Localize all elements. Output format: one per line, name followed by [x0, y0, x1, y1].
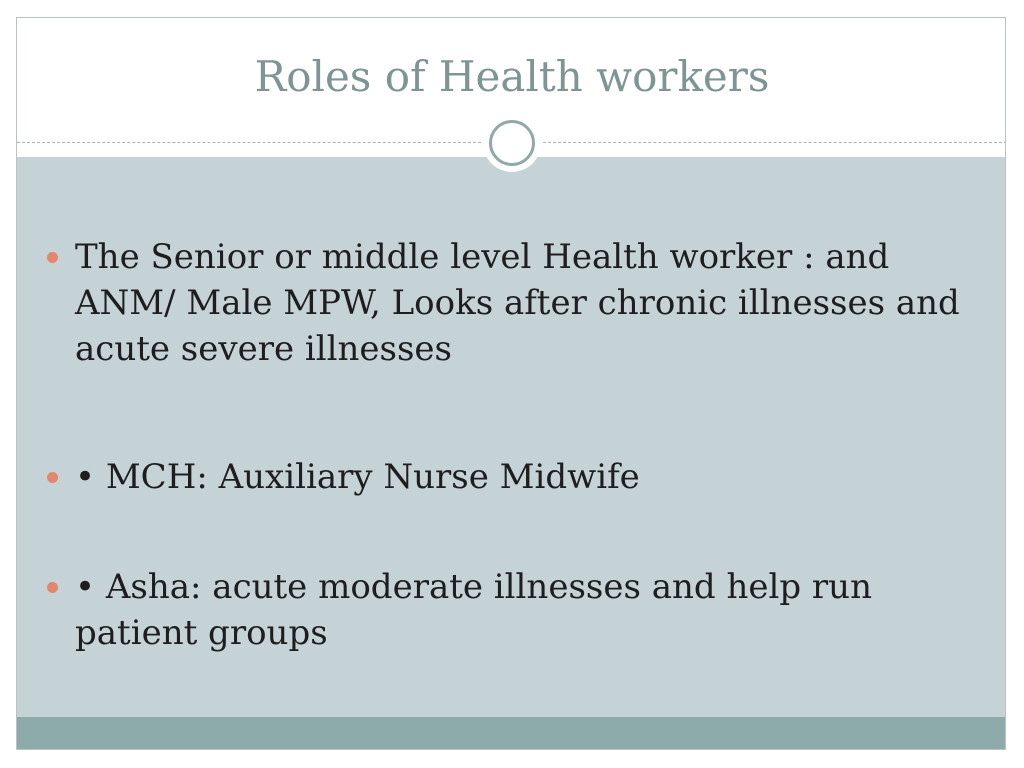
slide [16, 17, 1006, 750]
ring-icon [489, 120, 535, 166]
footer-bar [17, 717, 1006, 750]
slide-title: Roles of Health workers [254, 52, 770, 101]
bullet-dot-icon [47, 472, 58, 483]
bullet-dot-icon [47, 582, 58, 593]
circle-ornament-icon [483, 114, 541, 172]
bullet-text: The Senior or middle level Health worker : and ANM/ Male MPW, Looks after chronic illnesses and acute severe illnesses [75, 237, 960, 369]
bullet-text: • Asha: acute moderate illnesses and help run patient groups [75, 567, 872, 653]
bullet-text: • MCH: Auxiliary Nurse Midwife [75, 457, 640, 497]
bullet-dot-icon [47, 252, 58, 263]
